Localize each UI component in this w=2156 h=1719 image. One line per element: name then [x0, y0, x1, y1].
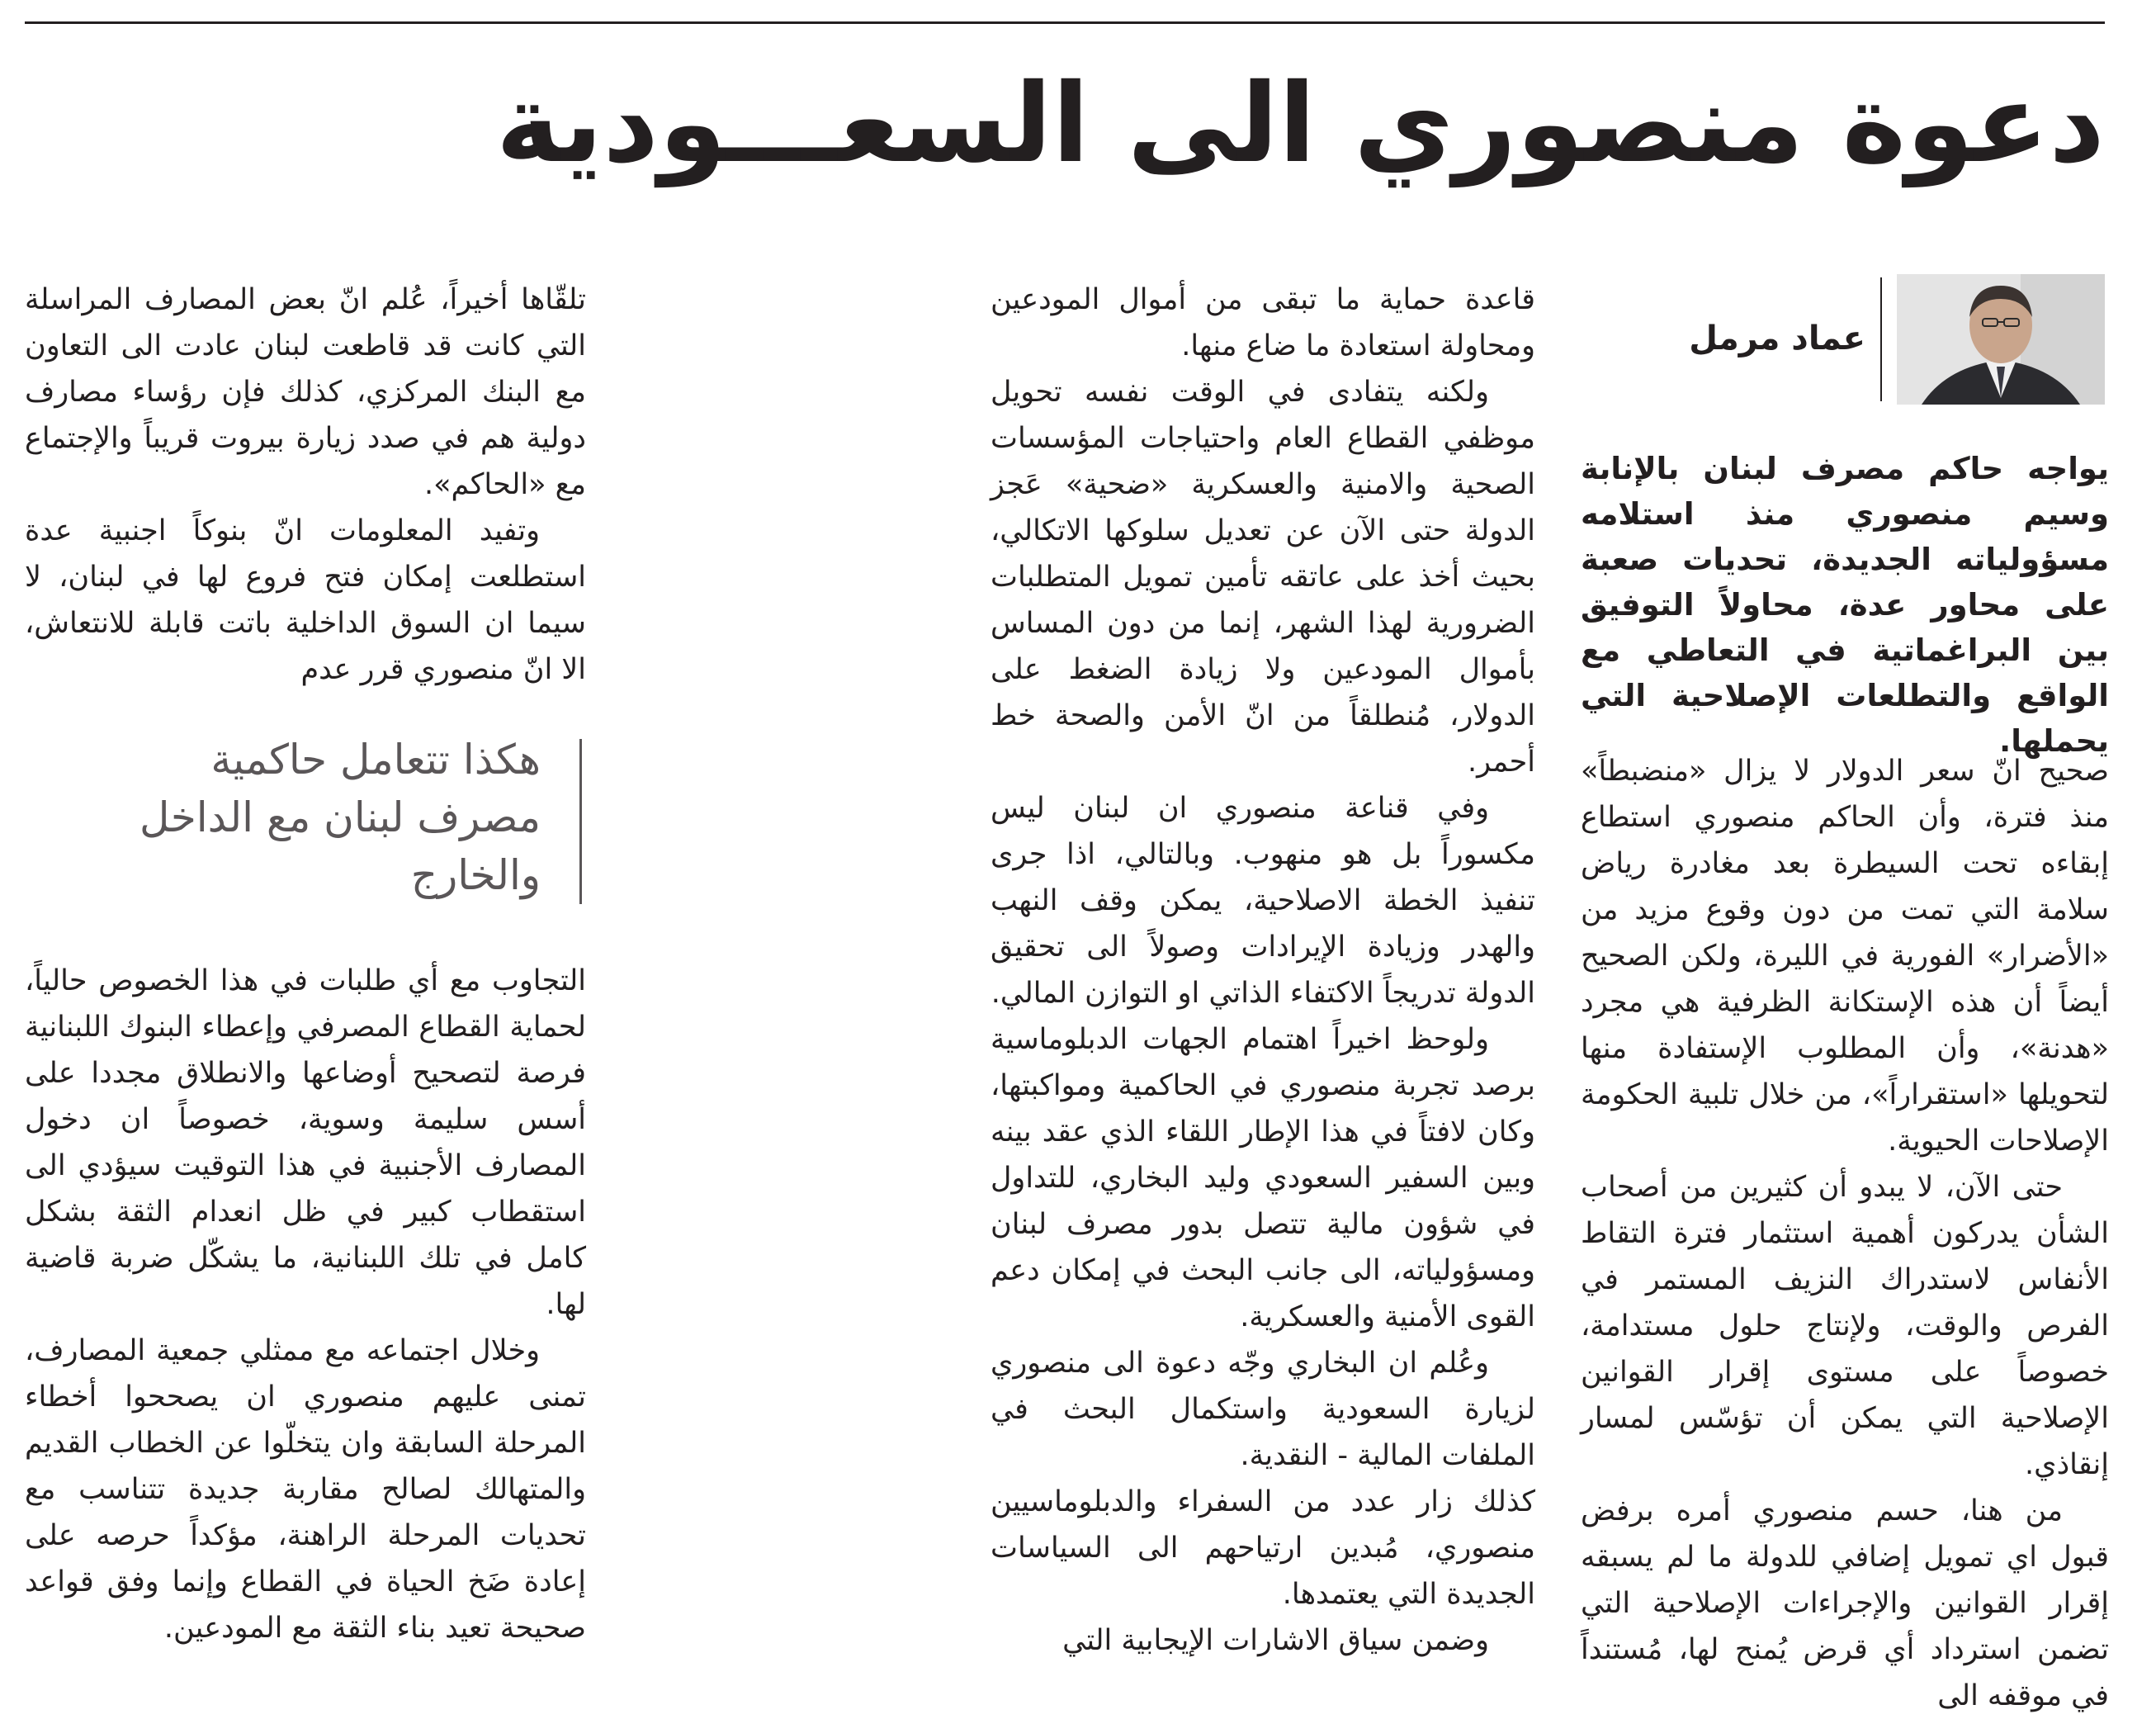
- pull-quote: [70, 731, 582, 904]
- paragraph: وعُلم ان البخاري وجّه دعوة الى منصوري لزيارة السعودية واستكمال البحث في الملفات المالية - النقدية.: [991, 1347, 1535, 1472]
- pull-quote-bar: [579, 739, 582, 904]
- byline: [1689, 274, 2105, 406]
- column-3-top: [25, 277, 586, 686]
- paragraph: ولكنه يتفادى في الوقت نفسه تحويل موظفي القطاع العام واحتياجات المؤسسات الصحية والامنية والعسكرية «ضحية» عَجز الدولة حتى الآن عن تعديل سلوكها الاتكالي، بحيث أخذ على عاتقه تأمين تمويل المتطلبات الضرورية لهذا الشهر، إنما من دون المساس بأموال المودعين ولا زيادة الضغط على الدولار، مُنطلقاً من انّ الأمن والصحة خط أحمر.: [991, 376, 1535, 779]
- author-photo: [1897, 274, 2105, 405]
- paragraph: حتى الآن، لا يبدو أن كثيرين من أصحاب الشأن يدركون أهمية استثمار فترة التقاط الأنفاس لاستدراك النزيف المستمر في الفرص والوقت، ولإنتاج حلول مستدامة، خصوصاً على مستوى إقرار القوانين الإصلاحية التي يمكن أن تؤسّس لمسار إنقاذي.: [1581, 1171, 2109, 1481]
- paragraph: قاعدة حماية ما تبقى من أموال المودعين ومحاولة استعادة ما ضاع منها.: [991, 283, 1535, 362]
- lead-paragraph: يواجه حاكم مصرف لبنان بالإنابة وسيم منصوري منذ استلامه مسؤولياته الجديدة، تحديات صعبة على محاور عدة، محاولاً التوفيق بين البراغماتية في التعاطي مع الواقع والتطلعات الإصلاحية التي يحملها.: [1581, 451, 2109, 759]
- column-1: [1581, 748, 2109, 1712]
- column-2: [991, 277, 1535, 1664]
- author-name: عماد مرمل: [1689, 320, 1865, 358]
- top-rule: [25, 21, 2105, 24]
- headline: دعوة منصوري الى السعـــودية: [495, 60, 2105, 187]
- paragraph: ولوحظ اخيراً اهتمام الجهات الدبلوماسية برصد تجربة منصوري في الحاكمية ومواكبتها، وكان لافتاً في هذا الإطار اللقاء الذي عقد بينه وبين السفير السعودي وليد البخاري، للتداول في شؤون مالية تتصل بدور مصرف لبنان ومسؤولياته، الى جانب البحث في إمكان دعم القوى الأمنية والعسكرية.: [991, 1023, 1535, 1333]
- paragraph: وخلال اجتماعه مع ممثلي جمعية المصارف، تمنى عليهم منصوري ان يصححوا أخطاء المرحلة السابقة وان يتخلّوا عن الخطاب القديم والمتهالك لصالح مقاربة جديدة تتناسب مع تحديات المرحلة الراهنة، مؤكداً حرصه على إعادة ضَخ الحياة في القطاع وإنما وفق قواعد صحيحة تعيد بناء الثقة مع المودعين.: [25, 1334, 586, 1645]
- paragraph: وتفيد المعلومات انّ بنوكاً اجنبية عدة استطلعت إمكان فتح فروع لها في لبنان، لا سيما ان السوق الداخلية باتت قابلة للانتعاش، الا انّ منصوري قرر عدم: [25, 514, 586, 686]
- paragraph: تلقّاها أخيراً، عُلم انّ بعض المصارف المراسلة التي كانت قد قاطعت لبنان عادت الى التعاون مع البنك المركزي، كذلك فإن رؤساء مصارف دولية هم في صدد زيارة بيروت قريباً والإجتماع مع «الحاكم».: [25, 283, 586, 501]
- byline-divider: [1880, 277, 1882, 401]
- paragraph: التجاوب مع أي طلبات في هذا الخصوص حالياً، لحماية القطاع المصرفي وإعطاء البنوك اللبنانية فرصة لتصحيح أوضاعها والانطلاق مجددا على أسس سليمة وسوية، خصوصاً ان دخول المصارف الأجنبية في هذا التوقيت سيؤدي الى استقطاب كبير في ظل انعدام الثقة بشكل كامل في تلك اللبنانية، ما يشكّل ضربة قاضية لها.: [25, 964, 586, 1321]
- column-3-bottom: [25, 958, 586, 1668]
- pull-quote-text: هكذا تتعامل حاكمية مصرف لبنان مع الداخل والخارج: [139, 736, 541, 899]
- paragraph: وضمن سياق الاشارات الإيجابية التي: [1062, 1624, 1489, 1657]
- paragraph: كذلك زار عدد من السفراء والدبلوماسيين منصوري، مُبدين ارتياحهم الى السياسات الجديدة التي يعتمدها.: [991, 1485, 1535, 1611]
- author-portrait-icon: [1897, 274, 2105, 405]
- paragraph: من هنا، حسم منصوري أمره برفض قبول اي تمويل إضافي للدولة ما لم يسبقه إقرار القوانين والإجراءات الإصلاحية التي تضمن استرداد أي قرض يُمنح لها، مُستنداً في موقفه الى: [1581, 1494, 2109, 1712]
- paragraph: صحيح انّ سعر الدولار لا يزال «منضبطاً» منذ فترة، وأن الحاكم منصوري استطاع إبقاءه تحت السيطرة بعد مغادرة رياض سلامة التي تمت من دون وقوع مزيد من «الأضرار» الفورية في الليرة، ولكن الصحيح أيضاً أن هذه الإستكانة الظرفية هي مجرد «هدنة»، وأن المطلوب الإستفادة منها لتحويلها «استقراراً»، من خلال تلبية الحكومة الإصلاحات الحيوية.: [1581, 755, 2109, 1158]
- paragraph: وفي قناعة منصوري ان لبنان ليس مكسوراً بل هو منهوب. وبالتالي، اذا جرى تنفيذ الخطة الاصلاحية، يمكن وقف النهب والهدر وزيادة الإيرادات وصولاً الى تحقيق الدولة تدريجاً الاكتفاء الذاتي او التوازن المالي.: [991, 792, 1535, 1010]
